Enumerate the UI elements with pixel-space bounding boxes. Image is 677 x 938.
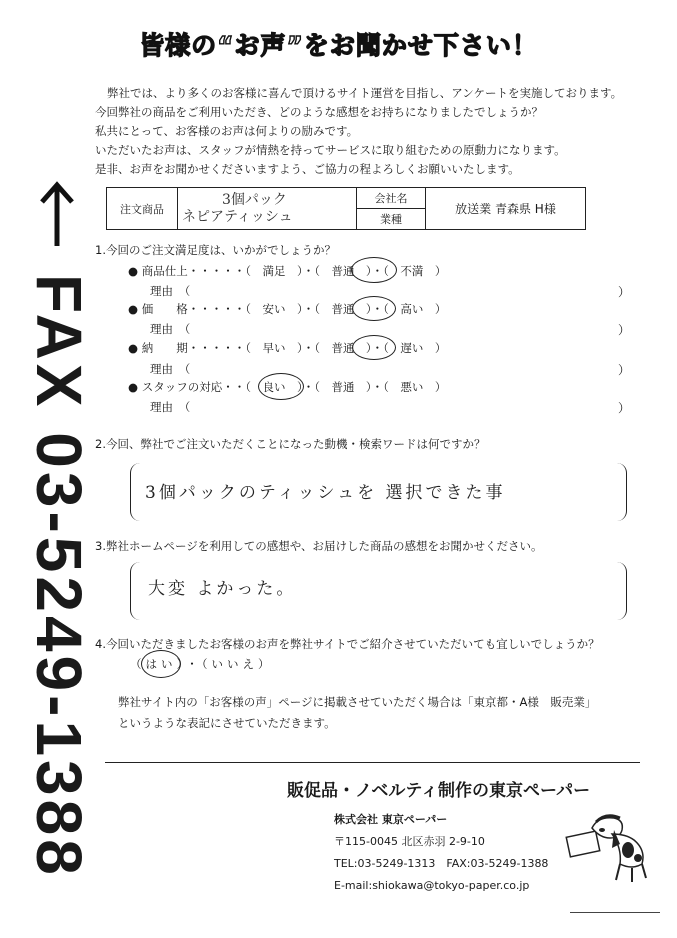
product-label: 注文商品	[107, 188, 178, 230]
q4-note: 弊社サイト内の「お客様の声」ページに掲載させていただく場合は「東京都・A様 販売業」	[118, 695, 597, 709]
order-table	[106, 187, 586, 230]
q3-answer: 大変 よかった。	[148, 579, 297, 599]
q4-note: というような表記にさせていただきます。	[118, 716, 336, 730]
industry-label: 業種	[357, 209, 426, 230]
answer-circle	[351, 257, 397, 283]
product-line: 3個パック	[222, 191, 287, 208]
page-title: 皆様の“お声”をお聞かせ下さい！	[139, 31, 538, 60]
q1-item-finish: ● 商品仕上・・・・・（ 満足 ）・（ 普通 ）・（ 不満 ）	[128, 264, 447, 278]
q1-reason-close: ）	[618, 323, 631, 337]
q1-reason-close: ）	[618, 401, 631, 415]
company-name: 株式会社 東京ペーパー	[334, 813, 448, 826]
company-address: 〒115-0045 北区赤羽 2-9-10	[334, 835, 485, 848]
fax-number: FAX 03-5249-1388	[23, 274, 95, 879]
intro-line: いただいたお声は、スタッフが情熱を持ってサービスに取り組むための原動力になります。	[95, 143, 566, 157]
intro-line: 弊社では、より多くのお客様に喜んで頂けるサイト運営を目指し、アンケートを実施しております。	[107, 86, 623, 100]
q4-options: （はい）・（いいえ）	[130, 657, 274, 671]
product-value	[178, 188, 357, 230]
divider	[570, 912, 660, 913]
answer-circle	[352, 296, 396, 321]
q1-reason: 理由 （	[150, 322, 191, 336]
q1-item-price: ● 価 格・・・・・（ 安い ）・（ 普通 ）・（ 高い ）	[128, 302, 447, 316]
divider	[105, 762, 640, 763]
answer-circle	[258, 373, 304, 400]
question-1: 1.今回のご注文満足度は、いかがでしょうか？	[95, 243, 336, 257]
q1-reason-close: ）	[618, 285, 631, 299]
q1-reason-close: ）	[618, 363, 631, 377]
intro-line: 是非、お声をお聞かせくださいますよう、ご協力の程よろしくお願いいたします。	[95, 162, 520, 176]
customer-value: 放送業 青森県 H様	[426, 188, 586, 230]
q1-reason: 理由 （	[150, 362, 191, 376]
intro-line: 今回弊社の商品をご利用いただき、どのような感想をお持ちになりましたでしょうか？	[95, 105, 544, 119]
up-arrow-icon	[22, 180, 92, 250]
company-phones: TEL:03-5249-1313 FAX:03-5249-1388	[334, 857, 549, 870]
question-3: 3.弊社ホームページを利用しての感想や、お届けした商品の感想をお聞かせください。	[95, 539, 543, 553]
intro-line: 私共にとって、お客様のお声は何よりの励みです。	[95, 124, 359, 138]
footer-slogan: 販促品・ノベルティ制作の東京ペーパー	[287, 781, 591, 801]
q1-item-staff: ● スタッフの対応・・（ 良い ）・（ 普通 ）・（ 悪い ）	[128, 380, 447, 394]
question-2: 2.今回、弊社でご注文いただくことになった動機・検索ワードは何ですか？	[95, 437, 486, 451]
fax-column	[22, 180, 95, 879]
intro-text	[95, 84, 622, 179]
answer-circle	[352, 335, 396, 360]
company-email: E-mail:shiokawa@tokyo-paper.co.jp	[334, 879, 530, 892]
q1-reason: 理由 （	[150, 284, 191, 298]
q1-item-delivery: ● 納 期・・・・・（ 早い ）・（ 普通 ）・（ 遅い ）	[128, 341, 447, 355]
question-4: 4.今回いただきましたお客様のお声を弊社サイトでご紹介させていただいても宜しいでしょうか？	[95, 637, 600, 651]
company-block	[334, 809, 548, 897]
q2-answer: 3個パックのティッシュを 選択できた事	[145, 483, 506, 503]
product-line: ネピアティッシュ	[182, 208, 293, 225]
company-label: 会社名	[357, 188, 426, 209]
q1-reason: 理由 （	[150, 400, 191, 414]
dog-mascot-icon	[562, 808, 652, 886]
answer-circle	[141, 650, 181, 678]
